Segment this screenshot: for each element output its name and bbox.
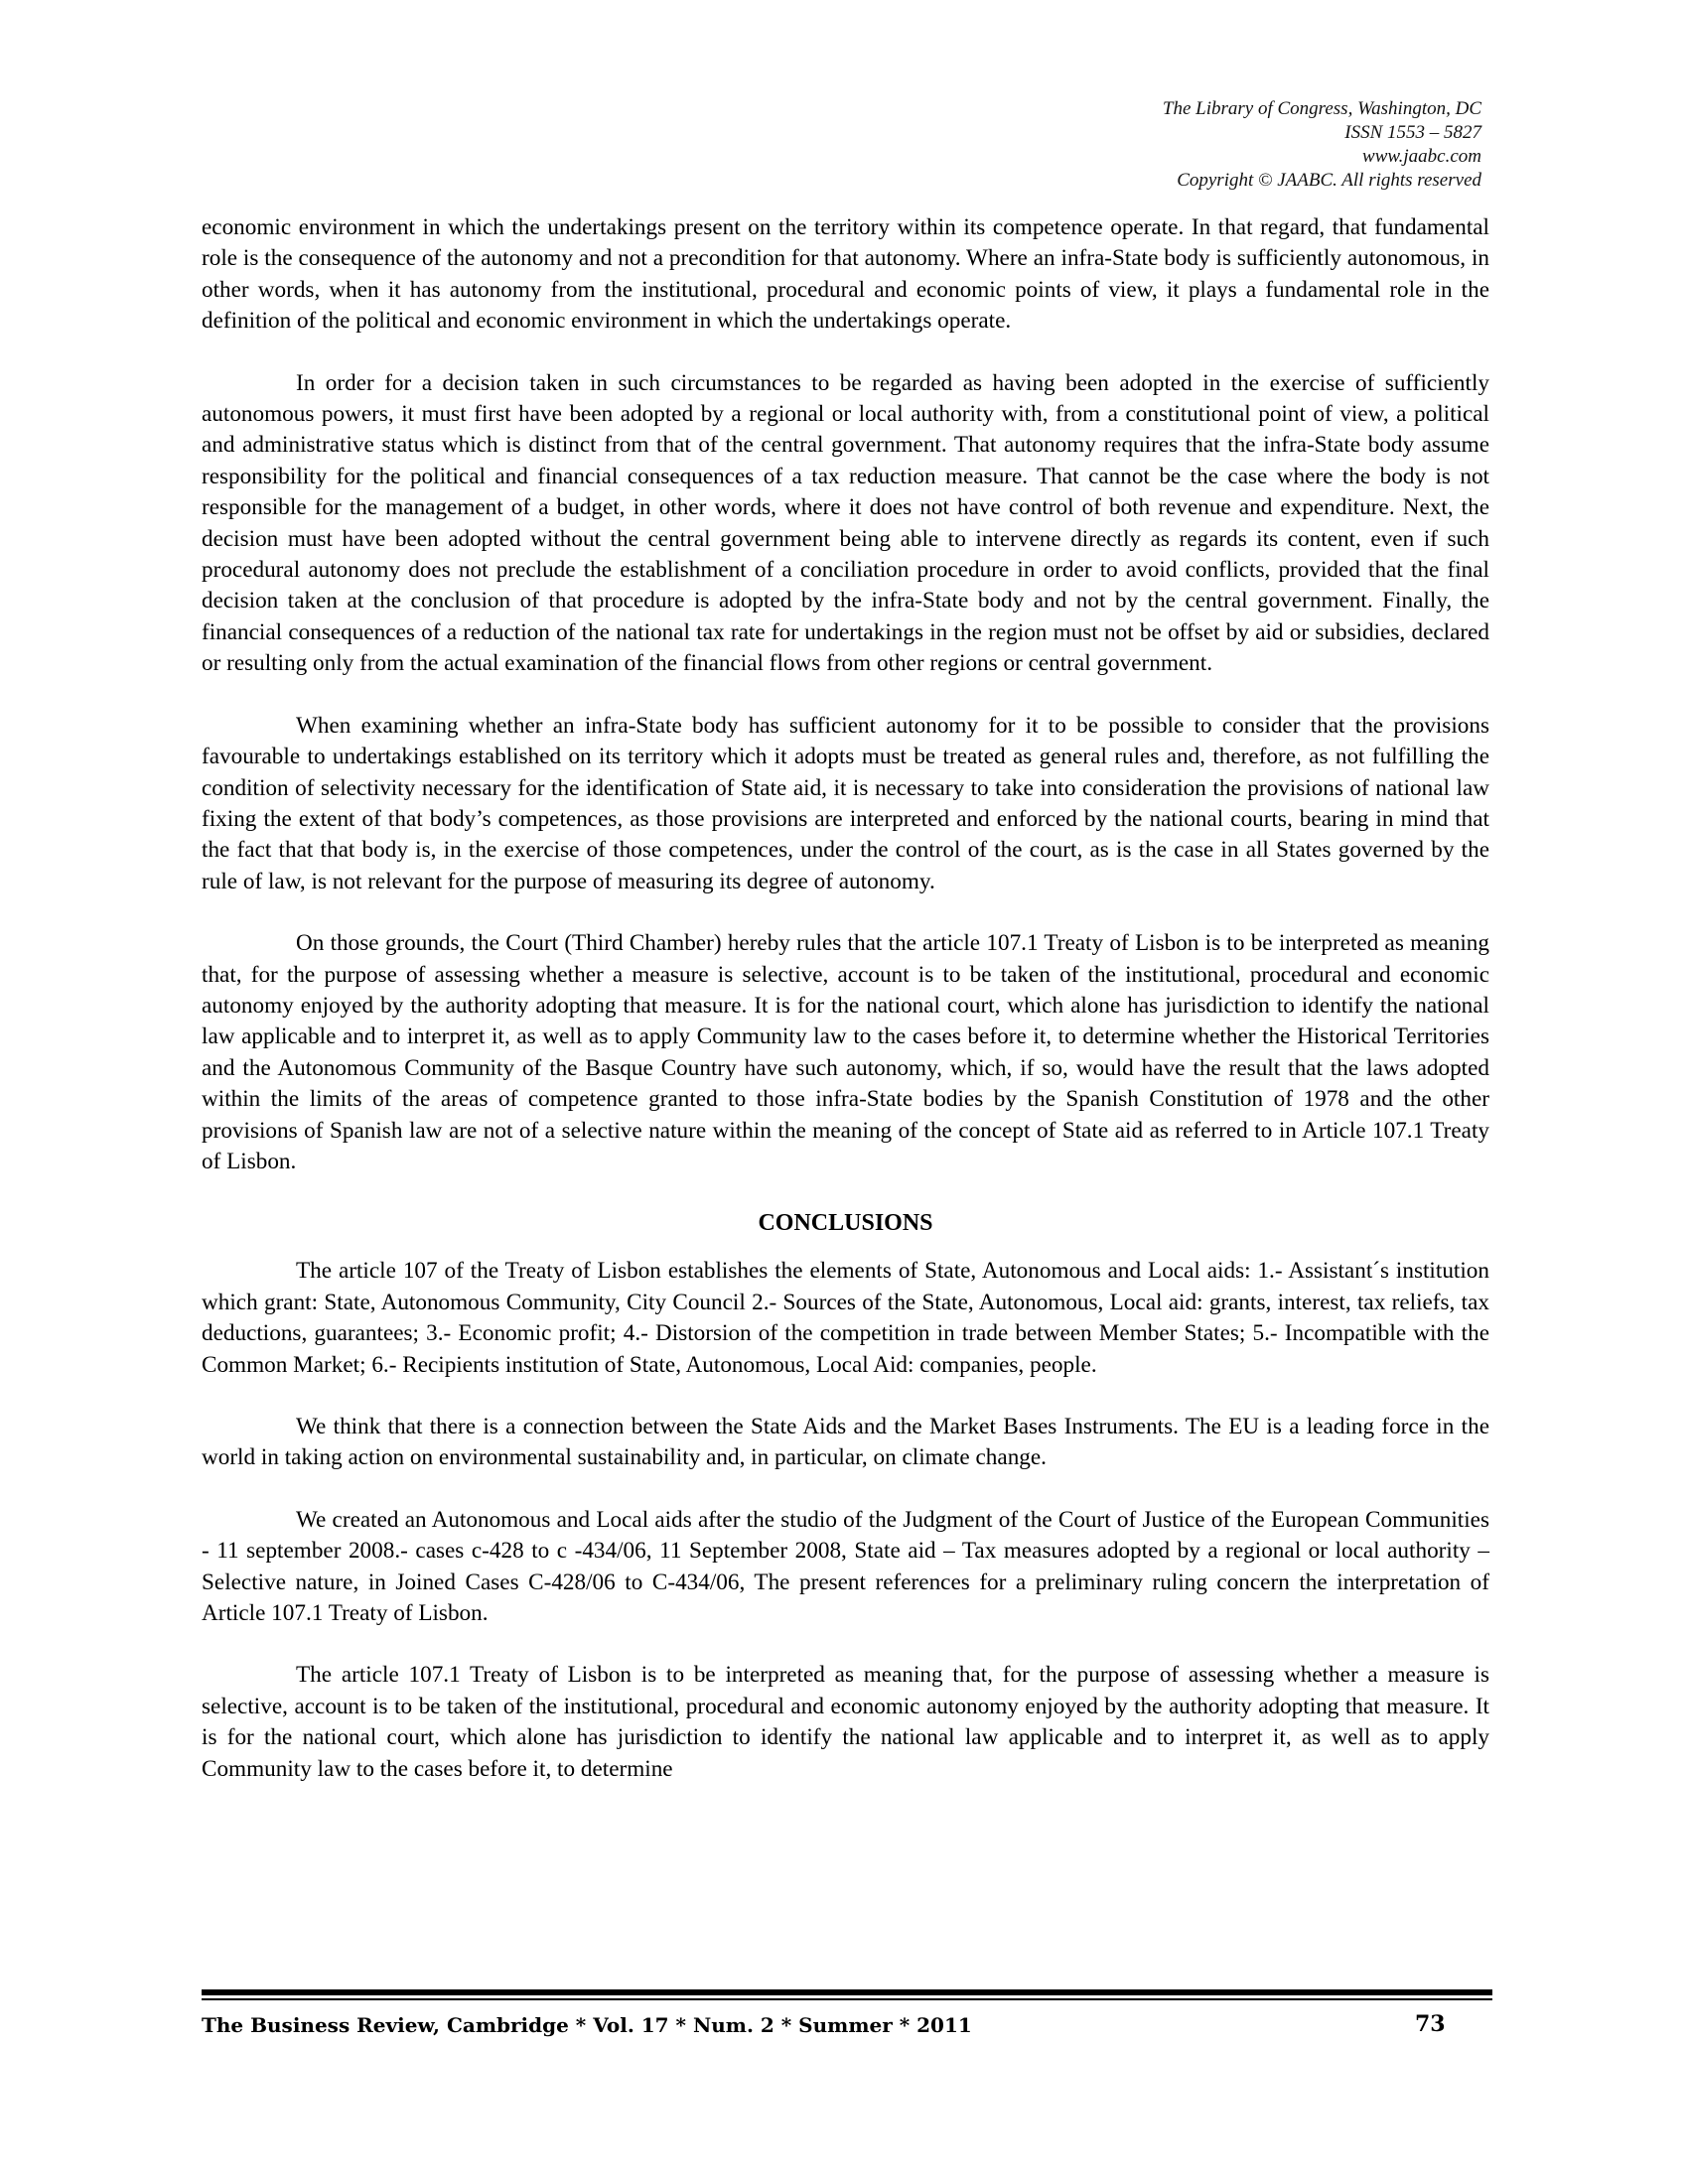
- page-number: 73: [1415, 2011, 1446, 2037]
- paragraph-article-107-elements: The article 107 of the Treaty of Lisbon establishes the elements of State, Autonomous and Local aids: 1.- Assistant´s institution which grant: State, Autonomous Community, City Council 2.- Sources of the State, Autonomous, Local aid: grants, interest, tax reliefs, tax deductions, guarantees; 3.- Economic profit; 4.- Distorsion of the competition in trade between Member States; 5.- Incompatible with the Common Market; 6.- Recipients institution of State, Autonomous, Local Aid: companies, people.: [202, 1258, 1489, 1378]
- header-website: www.jaabc.com: [1362, 146, 1481, 167]
- paragraph-autonomy-conditions: In order for a decision taken in such circumstances to be regarded as having been adopted in the exercise of sufficiently autonomous powers, it must first have been adopted by a regional or local authority with, from a constitutional point of view, a political and administrative status which is distinct from that of the central government. That autonomy requires that the infra-State body assume responsibility for the political and financial consequences of a tax reduction measure. That cannot be the case where the body is not responsible for the management of a budget, in other words, where it does not have control of both revenue and expenditure. Next, the decision must have been adopted without the central government being able to intervene directly as regards its content, even if such procedural autonomy does not preclude the establishment of a conciliation procedure in order to avoid conflicts, provided that the final decision taken at the conclusion of that procedure is adopted by the infra-State body and not by the central government. Finally, the financial consequences of a reduction of the national tax rate for undertakings in the region must not be offset by aid or subsidies, declared or resulting only from the actual examination of the financial flows from other regions or central government.: [202, 369, 1489, 677]
- paragraph-continued: economic environment in which the undertakings present on the territory within its competence operate. In that regard, that fundamental role is the consequence of the autonomy and not a precondition for that autonomy. Where an infra-State body is sufficiently autonomous, in other words, when it has autonomy from the institutional, procedural and economic points of view, it plays a fundamental role in the definition of the political and economic environment in which the undertakings operate.: [202, 214, 1489, 335]
- header-publisher: The Library of Congress, Washington, DC: [1162, 98, 1481, 119]
- paragraph-judgment-study: We created an Autonomous and Local aids after the studio of the Judgment of the Court of Justice of the European Communities - 11 september 2008.- cases c-428 to c -434/06, 11 September 2008, State aid – Tax measures adopted by a regional or local authority – Selective nature, in Joined Cases C-428/06 to C-434/06, The present references for a preliminary ruling concern the interpretation of Article 107.1 Treaty of Lisbon.: [202, 1506, 1489, 1627]
- footer-journal-citation: The Business Review, Cambridge * Vol. 17 * Num. 2 * Summer * 2011: [202, 2013, 972, 2037]
- running-header: [886, 97, 1481, 193]
- section-heading-conclusions: CONCLUSIONS: [758, 1210, 933, 1237]
- footer-rule-thick: [202, 1989, 1492, 1995]
- paragraph-examining-autonomy: When examining whether an infra-State body has sufficient autonomy for it to be possible to consider that the provisions favourable to undertakings established on its territory which it adopts must be treated as general rules and, therefore, as not fulfilling the condition of selectivity necessary for the identification of State aid, it is necessary to take into consideration the provisions of national law fixing the extent of that body’s competences, as those provisions are interpreted and enforced by the national courts, bearing in mind that the fact that that body is, in the exercise of those competences, under the control of the court, as is the case in all States governed by the rule of law, is not relevant for the purpose of measuring its degree of autonomy.: [202, 712, 1489, 894]
- paragraph-market-instruments: We think that there is a connection between the State Aids and the Market Bases Instruments. The EU is a leading force in the world in taking action on environmental sustainability and, in particular, on climate change.: [202, 1414, 1489, 1471]
- paragraph-court-ruling: On those grounds, the Court (Third Chamber) hereby rules that the article 107.1 Treaty of Lisbon is to be interpreted as meaning that, for the purpose of assessing whether a measure is selective, account is to be taken of the institutional, procedural and economic autonomy enjoyed by the authority adopting that measure. It is for the national court, which alone has jurisdiction to identify the national law applicable and to interpret it, as well as to apply Community law to the cases before it, to determine whether the Historical Territories and the Autonomous Community of the Basque Country have such autonomy, which, if so, would have the result that the laws adopted within the limits of the areas of competence granted to those infra-State bodies by the Spanish Constitution of 1978 and the other provisions of Spanish law are not of a selective nature within the meaning of the concept of State aid as referred to in Article 107.1 Treaty of Lisbon.: [202, 930, 1489, 1174]
- article-body: [202, 212, 1489, 1816]
- paragraph-article-interpretation: The article 107.1 Treaty of Lisbon is to be interpreted as meaning that, for the purpose of assessing whether a measure is selective, account is to be taken of the institutional, procedural and economic autonomy enjoyed by the authority adopting that measure. It is for the national court, which alone has jurisdiction to identify the national law applicable and to interpret it, as well as to apply Community law to the cases before it, to determine: [202, 1662, 1489, 1782]
- footer-rule-thin: [202, 1998, 1492, 2000]
- header-issn: ISSN 1553 – 5827: [1344, 122, 1481, 143]
- header-copyright: Copyright © JAABC. All rights reserved: [1177, 170, 1481, 191]
